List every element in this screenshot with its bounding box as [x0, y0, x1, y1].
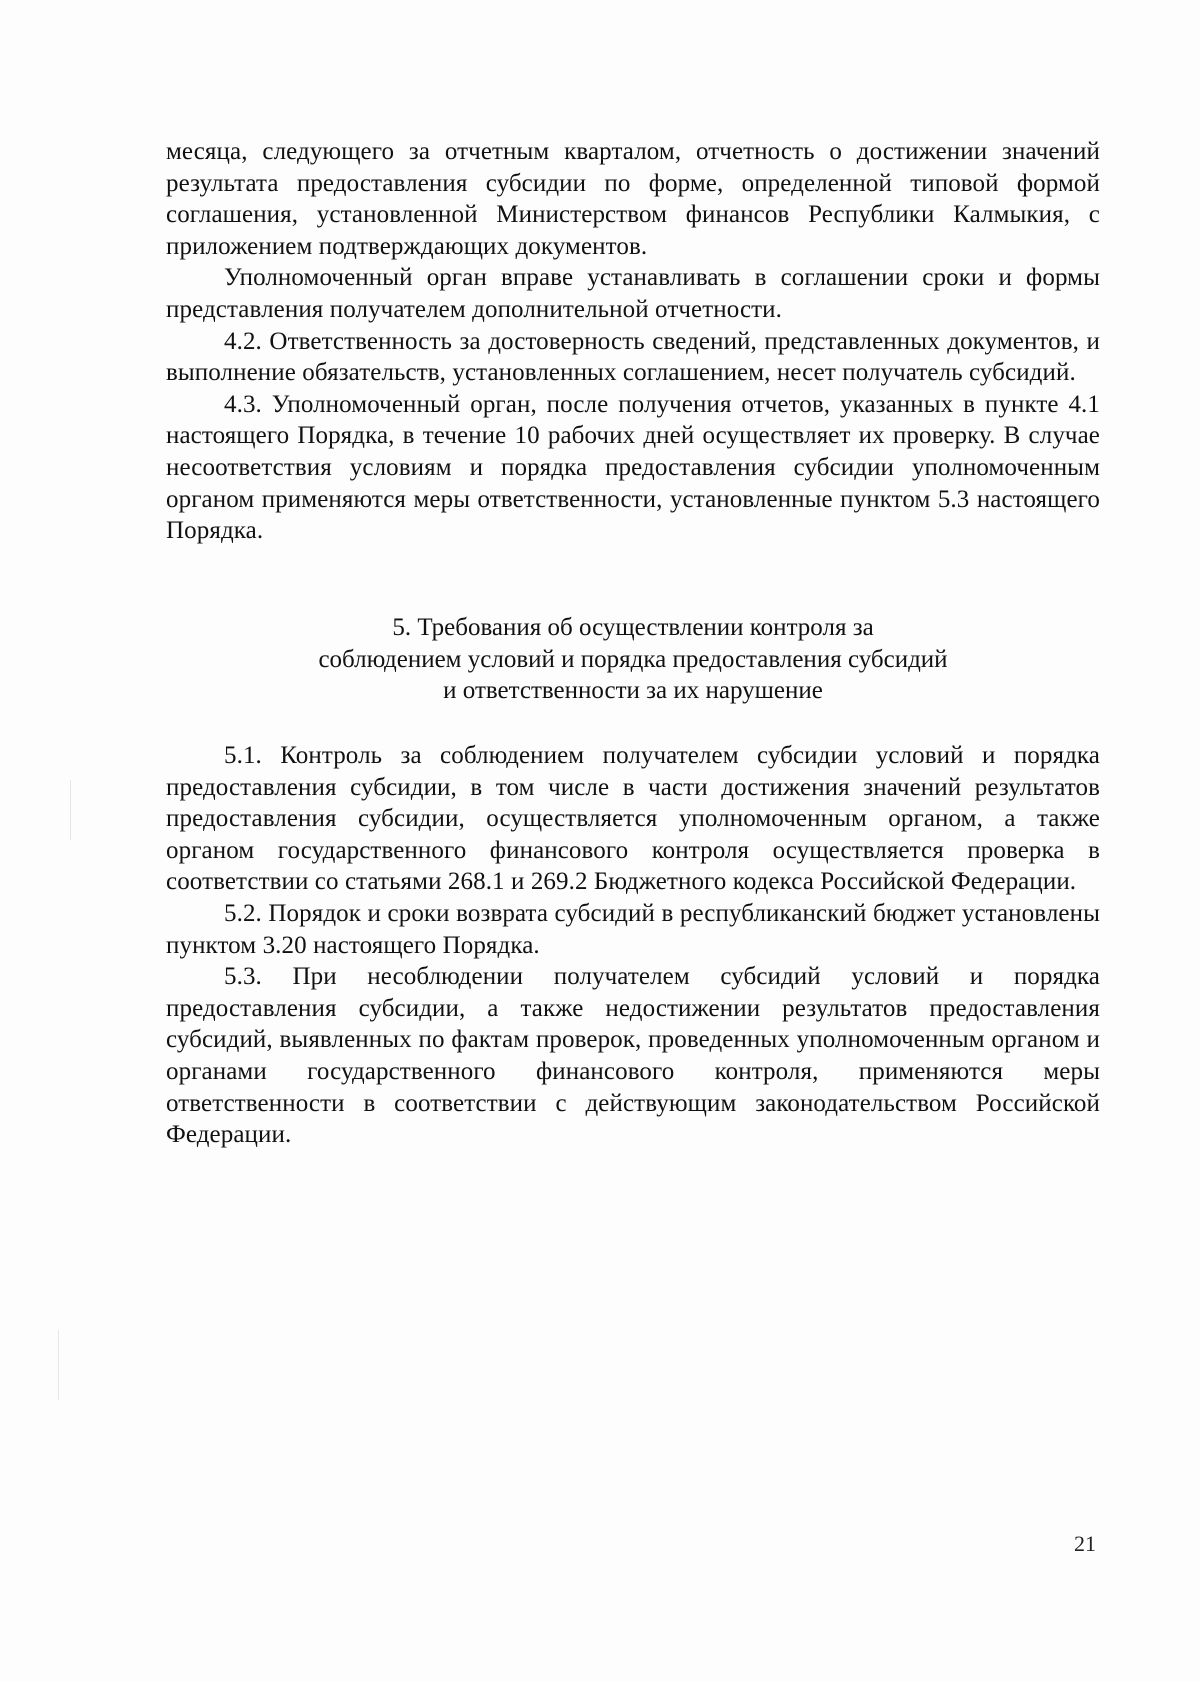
paragraph-5-2: 5.2. Порядок и сроки возврата субсидий в республиканский бюджет установлены пунктом 3.20 настоящего Порядка. [166, 899, 1100, 959]
paragraph-4-3: 4.3. Уполномоченный орган, после получения отчетов, указанных в пункте 4.1 настоящего Порядка, в течение 10 рабочих дней осуществляет их проверку. В случае несоответствия условиям и порядка предоставления субсидии уполномоченным органом применяются меры ответственности, установленные пунктом 5.3 настоящего Порядка. [166, 390, 1100, 545]
heading-line: соблюдением условий и порядка предоставления субсидий [318, 645, 948, 673]
paragraph-5-3: 5.3. При несоблюдении получателем субсидий условий и порядка предоставления субсидии, а также недостижении результатов предоставления субсидий, выявленных по фактам проверок, проведенных уполномоченным органом и органами государственного финансового контроля, применяются меры ответственности в соответствии с действующим законодательством Российской Федерации. [166, 963, 1100, 1149]
section-5-heading [166, 612, 1100, 707]
scan-margin-mark [70, 780, 71, 840]
document-body-section-4 [166, 136, 1100, 547]
document-body-section-5 [166, 740, 1100, 1151]
scan-margin-mark [58, 1330, 59, 1400]
paragraph-reporting-deadline: месяца, следующего за отчетным кварталом, отчетность о достижении значений результата предоставления субсидии по форме, определенной типовой формой соглашения, установленной Министерством финансов Республики Калмыкия, с приложением подтверждающих документов. [166, 138, 1100, 260]
page-number: 21 [1074, 1531, 1096, 1556]
heading-line: 5. Требования об осуществлении контроля за [392, 614, 874, 641]
paragraph-additional-reporting: Уполномоченный орган вправе устанавливать в соглашении сроки и формы представления получателем дополнительной отчетности. [166, 264, 1100, 323]
heading-line: и ответственности за их нарушение [443, 677, 823, 705]
paragraph-5-1: 5.1. Контроль за соблюдением получателем субсидии условий и порядка предоставления субсидии, в том числе в части достижения значений результатов предоставления субсидии, осуществляется уполномоченным органом, а также органом государственного финансового контроля осуществляется проверка в соответствии со статьями 268.1 и 269.2 Бюджетного кодекса Российской Федерации. [166, 742, 1100, 896]
paragraph-4-2: 4.2. Ответственность за достоверность сведений, представленных документов, и выполнение обязательств, установленных соглашением, несет получатель субсидий. [166, 327, 1100, 387]
